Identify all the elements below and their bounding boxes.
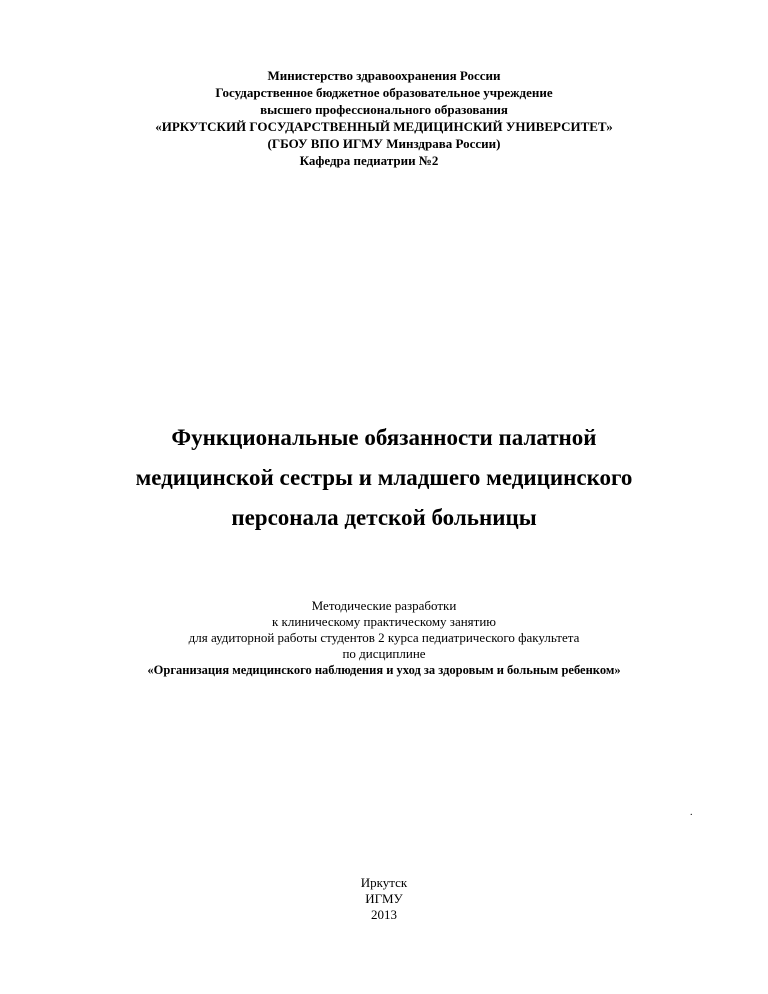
education-level: высшего профессионального образования	[260, 102, 508, 117]
institution-type: Государственное бюджетное образовательное учреждение	[215, 85, 553, 100]
doc-purpose: к клиническому практическому занятию	[271, 614, 496, 629]
university-name: «ИРКУТСКИЙ ГОСУДАРСТВЕННЫЙ МЕДИЦИНСКИЙ УНИВЕРСИТЕТ»	[155, 119, 613, 134]
title-line-2: медицинской сестры и младшего медицинского	[135, 465, 633, 490]
discipline-name: «Организация медицинского наблюдения и уход за здоровым и больным ребенком»	[147, 663, 621, 677]
city: Иркутск	[360, 875, 408, 890]
document-title	[0, 418, 768, 538]
discipline-intro: по дисциплине	[342, 646, 426, 661]
stray-dot: .	[690, 807, 693, 818]
title-page-header	[0, 67, 768, 169]
title-page-footer	[0, 875, 768, 923]
year: 2013	[371, 907, 397, 922]
doc-audience: для аудиторной работы студентов 2 курса педиатрического факультета	[188, 630, 580, 645]
title-line-3: персонала детской больницы	[231, 505, 537, 530]
document-description	[0, 598, 768, 678]
university-abbreviation: (ГБОУ ВПО ИГМУ Минздрава России)	[267, 136, 501, 151]
title-line-1: Функциональные обязанности палатной	[171, 425, 597, 450]
doc-type: Методические разработки	[311, 598, 457, 613]
publisher: ИГМУ	[365, 891, 403, 906]
ministry-name: Министерство здравоохранения России	[267, 68, 501, 83]
department-name: Кафедра педиатрии №2	[299, 153, 439, 168]
